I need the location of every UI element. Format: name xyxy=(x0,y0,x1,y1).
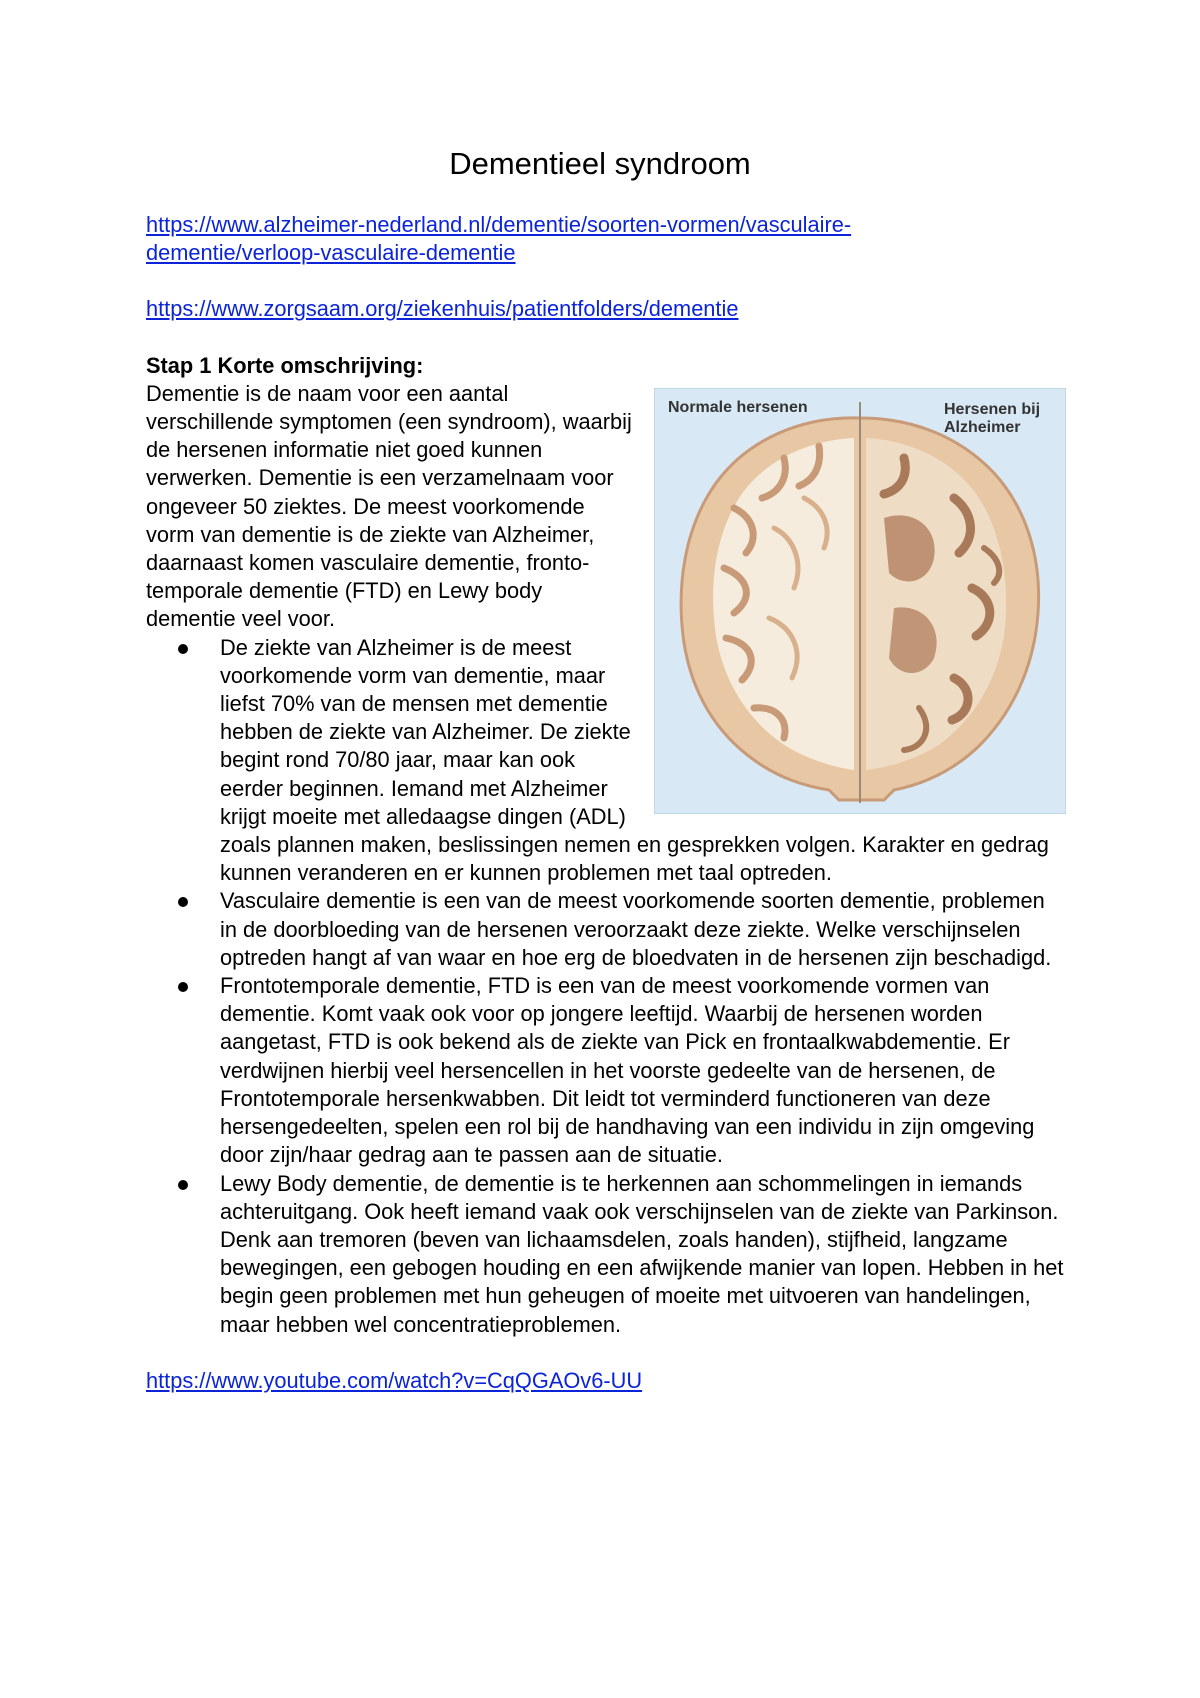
list-item-alzheimer xyxy=(220,634,1066,888)
list-item-text: De ziekte van Alzheimer is de meest voorkomende vorm van dementie, maar liefst 70% van de mensen met dementie hebben de ziekte van Alzheimer. De ziekte begint rond 70/80 jaar, maar kan ook eerder beginnen. Iemand met Alzheimer krijgt moeite met alledaagse dingen (ADL) zoals plannen maken, beslissingen nemen en gesprekken volgen. Karakter en gedrag kunnen veranderen en er kunnen problemen met taal optreden. xyxy=(220,634,1049,886)
document-body xyxy=(146,211,1066,1395)
section-heading-stap1: Stap 1 Korte omschrijving: xyxy=(146,352,424,378)
bullet-dot-icon xyxy=(178,1180,188,1190)
bullet-dot-icon xyxy=(178,644,188,654)
link-youtube[interactable]: https://www.youtube.com/watch?v=CqQGAOv6-UU xyxy=(146,1367,643,1393)
spacer xyxy=(146,324,1066,352)
link-zorgsaam[interactable]: https://www.zorgsaam.org/ziekenhuis/patientfolders/dementie xyxy=(146,296,739,322)
list-item-ftd xyxy=(220,972,1066,1169)
link-alzheimer-line2: dementie/verloop-vasculaire-dementie xyxy=(146,240,516,266)
link-alzheimer-line1: https://www.alzheimer-nederland.nl/dementie/soorten-vormen/vasculaire- xyxy=(146,212,852,237)
link-paragraph-alzheimer xyxy=(146,211,1066,267)
list-item-vasculair xyxy=(220,887,1066,972)
document-title: Dementieel syndroom xyxy=(449,146,751,181)
list-item-text: Frontotemporale dementie, FTD is een van de meest voorkomende vormen van dementie. Komt vaak ook voor op jongere leeftijd. Waarbij de hersenen worden aangetast, FTD is ook bekend als de ziekte van Pick en frontaalkwabdementie. Er verdwijnen hierbij veel hersencellen in het voorste gedeelte van de hersenen, de Frontotemporale hersenkwabben. Dit leidt tot verminderd functioneren van deze hersengedeelten, spelen een rol bij de handhaving van een individu in zijn omgeving door zijn/haar gedrag aan te passen aan de situatie. xyxy=(220,973,1035,1168)
spacer xyxy=(146,1339,1066,1367)
bullet-dot-icon xyxy=(178,982,188,992)
figure-label-normal: Normale hersenen xyxy=(668,398,808,416)
link-paragraph-zorgsaam xyxy=(146,295,1066,323)
link-paragraph-youtube xyxy=(146,1367,1066,1395)
dementia-types-list xyxy=(146,634,1066,1339)
spacer xyxy=(146,267,1066,295)
intro-paragraph: Dementie is de naam voor een aantal verschillende symptomen (een syndroom), waarbij de hersenen informatie niet goed kunnen verwerken. Dementie is een verzamelnaam voor ongeveer 50 ziektes. De meest voorkomende vorm van dementie is de ziekte van Alzheimer, daarnaast komen vasculaire dementie, fronto-temporale dementie (FTD) en Lewy body dementie veel voor. xyxy=(146,380,632,632)
link-alzheimer-nederland[interactable] xyxy=(146,212,851,265)
figure-label-alzheimer-line2: Alzheimer xyxy=(944,418,1021,436)
bullet-dot-icon xyxy=(178,897,188,907)
list-item-text: Vasculaire dementie is een van de meest voorkomende soorten dementie, problemen in de doorbloeding van de hersenen veroorzaakt deze ziekte. Welke verschijnselen optreden hangt af van waar en hoe erg de bloedvaten in de hersenen zijn beschadigd. xyxy=(220,888,1052,970)
list-item-text: Lewy Body dementie, de dementie is te herkennen aan schommelingen in iemands achteruitgang. Ook heeft iemand vaak ook verschijnselen van de ziekte van Parkinson. Denk aan tremoren (beven van lichaamsdelen, zoals handen), stijfheid, langzame bewegingen, een gebogen houding en een afwijkende manier van lopen. Hebben in het begin geen problemen met hun geheugen of moeite met uitvoeren van handelingen, maar hebben wel concentratieproblemen. xyxy=(220,1170,1064,1337)
list-item-lewy-body xyxy=(220,1170,1066,1339)
figure-label-alzheimer-line1: Hersenen bij xyxy=(944,400,1041,418)
